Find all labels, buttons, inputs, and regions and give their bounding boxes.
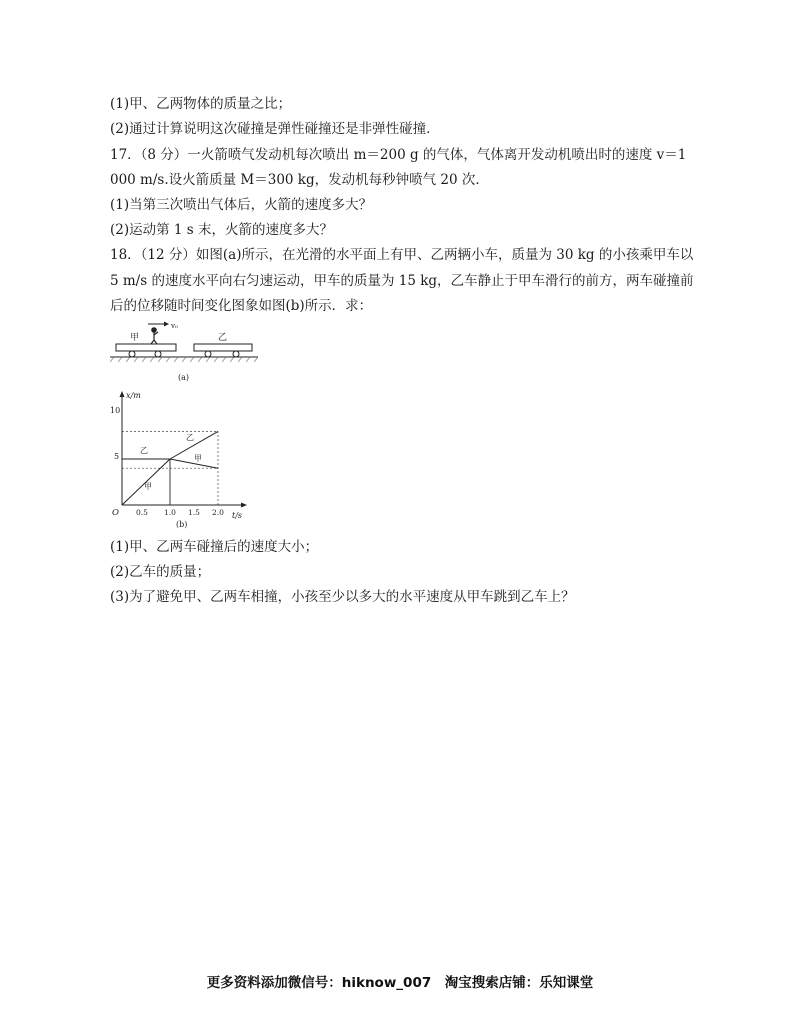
x-tick-label: 2.0 xyxy=(212,508,224,517)
figure-b xyxy=(108,388,258,530)
figure-a xyxy=(108,318,268,386)
q18-part2: (2)乙车的质量； xyxy=(110,564,211,580)
y-axis-arrowhead xyxy=(120,391,125,397)
cart-jia-wheel xyxy=(155,351,161,357)
cart-jia-wheel xyxy=(129,351,135,357)
q18-text-line3: 后的位移随时间变化图象如图(b)所示．求： xyxy=(110,298,373,314)
origin-label: O xyxy=(112,508,119,518)
velocity-label: v₀ xyxy=(171,322,178,330)
x-tick-label: 1.0 xyxy=(164,508,176,517)
q17-part1: (1)当第三次喷出气体后，火箭的速度多大？ xyxy=(110,197,373,213)
q17-part2: (2)运动第 1 s 末，火箭的速度多大？ xyxy=(110,222,334,238)
series-label-jia-after: 甲 xyxy=(194,454,202,463)
footer-text: 更多资料添加微信号：hiknow_007 淘宝搜索店铺：乐知课堂 xyxy=(206,975,594,991)
q16-part2: (2)通过计算说明这次碰撞是弹性碰撞还是非弹性碰撞． xyxy=(110,121,440,137)
velocity-arrowhead xyxy=(164,322,169,327)
x-tick-label: 1.5 xyxy=(188,508,200,517)
q18-part3: (3)为了避免甲、乙两车相撞，小孩至少以多大的水平速度从甲车跳到乙车上？ xyxy=(110,589,575,605)
y-axis-label: x/m xyxy=(126,391,141,400)
cart-jia xyxy=(116,344,176,351)
ground-hatching xyxy=(110,357,258,362)
series-label-yi-before: 乙 xyxy=(140,446,148,455)
figure-a-caption: (a) xyxy=(178,373,190,382)
cart-yi xyxy=(194,344,252,351)
x-tick-label: 0.5 xyxy=(136,508,148,517)
cart-yi-label: 乙 xyxy=(218,333,228,343)
series-label-jia-before: 甲 xyxy=(144,482,152,491)
q16-part1: (1)甲、乙两物体的质量之比； xyxy=(110,96,292,112)
q18-text-line2: 5 m/s 的速度水平向右匀速运动，甲车的质量为 15 kg，乙车静止于甲车滑行的前方，两车碰撞前 xyxy=(110,273,694,289)
q18-part1: (1)甲、乙两车碰撞后的速度大小； xyxy=(110,539,319,555)
y-tick-label: 10 xyxy=(110,406,121,415)
series-label-yi-after: 乙 xyxy=(186,433,194,442)
figure-b-caption: (b) xyxy=(176,520,188,529)
child-figure xyxy=(151,328,158,344)
x-axis-arrowhead xyxy=(241,503,247,508)
x-axis-label: t/s xyxy=(232,511,243,520)
q18-text-line1: 18．（12 分）如图(a)所示，在光滑的水平面上有甲、乙两辆小车，质量为 30 kg 的小孩乘甲车以 xyxy=(110,247,694,263)
q17-text-line2: 000 m/s.设火箭质量 M＝300 kg，发动机每秒钟喷气 20 次． xyxy=(110,172,489,188)
q17-text-line1: 17．（8 分）一火箭喷气发动机每次喷出 m＝200 g 的气体，气体离开发动机喷出时的速度 v＝1 xyxy=(110,147,687,163)
y-tick-label: 5 xyxy=(114,452,120,461)
cart-jia-label: 甲 xyxy=(130,333,140,343)
cart-yi-wheel xyxy=(233,351,239,357)
cart-yi-wheel xyxy=(205,351,211,357)
